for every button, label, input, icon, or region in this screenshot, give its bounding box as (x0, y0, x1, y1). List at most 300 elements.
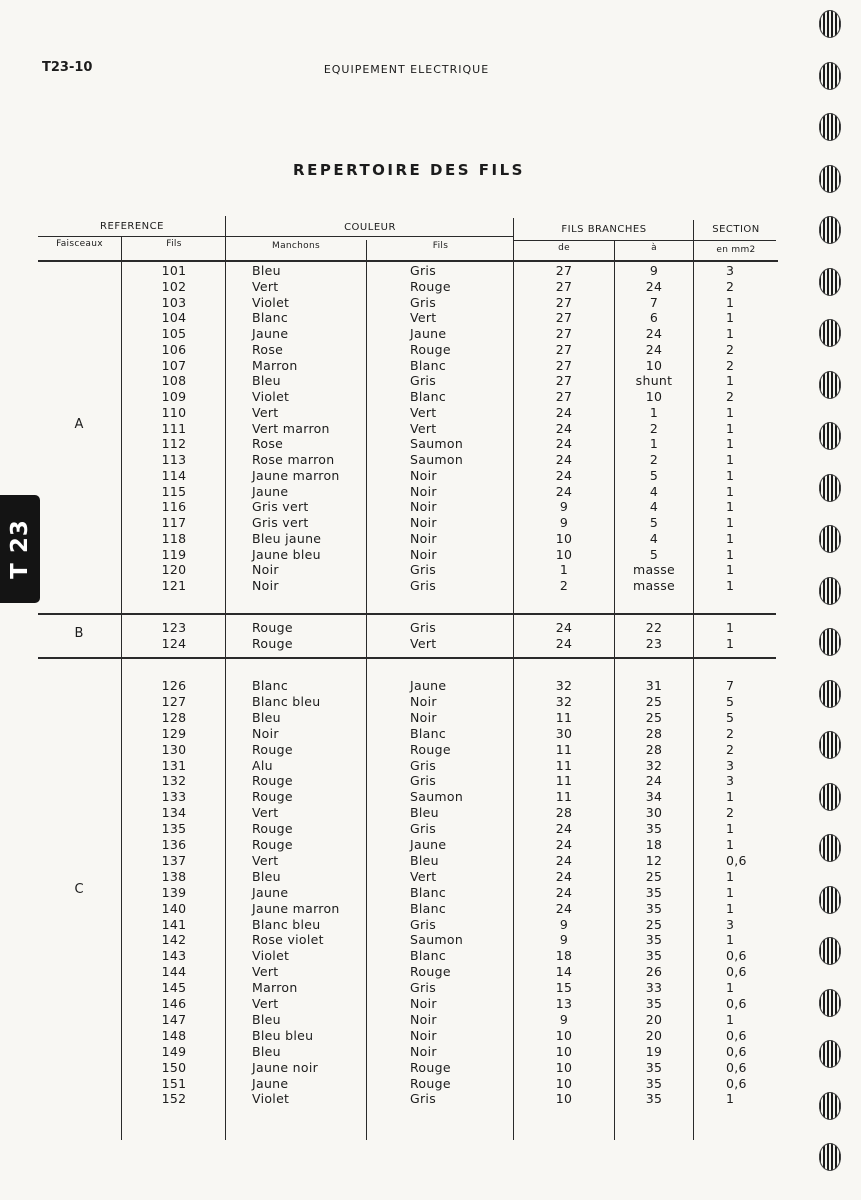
sleeve-color: Bleu (252, 709, 281, 725)
wire-number: 117 (161, 515, 187, 530)
wire-color: Noir (410, 1011, 437, 1027)
from-terminal: 1 (559, 562, 569, 578)
sleeve-color: Rouge (252, 837, 293, 852)
from-terminal: 24 (555, 420, 573, 436)
from-terminal: 24 (555, 868, 573, 884)
wire-color: Saumon (410, 932, 464, 948)
wire-color: Blanc (410, 900, 447, 916)
wire-number: 134 (161, 805, 187, 821)
wire-number: 101 (161, 263, 187, 278)
sleeve-color: Jaune (252, 483, 289, 499)
to-terminal: 24 (645, 326, 663, 341)
section-value: 1 (726, 420, 735, 436)
to-terminal: 34 (645, 789, 663, 805)
to-terminal: 35 (645, 821, 663, 837)
from-terminal: 11 (555, 773, 573, 789)
sleeve-color: Jaune marron (252, 467, 340, 483)
section-title: EQUIPEMENT ELECTRIQUE (323, 63, 490, 76)
binder-ring (819, 422, 841, 450)
section-value: 2 (726, 741, 735, 757)
wire-number: 152 (161, 1091, 187, 1107)
wire-number: 148 (161, 1027, 187, 1043)
from-terminal: 10 (555, 1059, 573, 1075)
wire-color: Blanc (410, 884, 447, 900)
binder-ring (819, 371, 841, 399)
wire-number: 146 (161, 996, 187, 1011)
from-terminal: 9 (559, 499, 569, 515)
to-terminal: 24 (645, 341, 663, 357)
from-terminal: 24 (555, 620, 573, 635)
col-header-couleur: COULEUR (344, 222, 396, 233)
from-terminal: 27 (555, 294, 573, 310)
sleeve-color: Blanc bleu (252, 693, 321, 709)
from-terminal: 11 (555, 757, 573, 773)
section-value: 1 (726, 310, 735, 326)
wire-number: 123 (161, 620, 187, 635)
wire-number: 151 (161, 1075, 187, 1091)
wire-color: Rouge (410, 741, 451, 757)
section-value: 0,6 (726, 852, 747, 868)
wire-color: Rouge (410, 278, 451, 294)
from-terminal: 27 (555, 389, 573, 404)
wire-color: Noir (410, 499, 437, 515)
to-terminal: 20 (645, 1011, 663, 1027)
from-terminal: 27 (555, 278, 573, 294)
section-value: 1 (726, 326, 735, 341)
from-terminal: 27 (555, 310, 573, 326)
from-terminal: 10 (555, 1027, 573, 1043)
from-terminal: 9 (559, 515, 569, 530)
section-tab-label: T 23 (7, 519, 33, 579)
to-terminal: 35 (645, 932, 663, 948)
col-header-a: à (651, 243, 657, 253)
wire-color: Gris (410, 757, 437, 773)
sleeve-color: Jaune bleu (252, 546, 321, 562)
wire-number: 124 (161, 636, 187, 651)
from-terminal: 28 (555, 805, 573, 821)
section-value: 3 (726, 757, 735, 773)
sleeve-color: Noir (252, 578, 279, 593)
wire-number: 110 (161, 404, 187, 420)
group-label-b: B (74, 626, 84, 641)
to-terminal: 30 (645, 805, 663, 821)
from-terminal: 2 (559, 578, 569, 593)
wire-number: 130 (161, 741, 187, 757)
to-terminal: 25 (645, 709, 663, 725)
section-value: 1 (726, 515, 735, 530)
wire-number: 102 (161, 278, 187, 294)
from-terminal: 10 (555, 1091, 573, 1107)
sleeve-color: Alu (252, 757, 273, 773)
from-terminal: 10 (555, 1075, 573, 1091)
from-terminal: 9 (559, 932, 569, 948)
wire-color: Noir (410, 709, 437, 725)
from-terminal: 24 (555, 900, 573, 916)
binder-ring (819, 10, 841, 38)
section-value: 0,6 (726, 1043, 747, 1059)
sleeve-color: Rouge (252, 636, 293, 651)
wire-number: 121 (161, 578, 187, 593)
to-terminal: 2 (649, 452, 659, 467)
to-terminal: 35 (645, 1059, 663, 1075)
to-terminal: 28 (645, 741, 663, 757)
binder-ring (819, 165, 841, 193)
wire-number: 106 (161, 341, 187, 357)
binder-ring (819, 731, 841, 759)
from-terminal: 24 (555, 436, 573, 452)
wire-color: Gris (410, 1091, 437, 1107)
from-terminal: 24 (555, 404, 573, 420)
wire-color: Gris (410, 373, 437, 389)
from-terminal: 32 (555, 693, 573, 709)
section-value: 1 (726, 980, 735, 996)
from-terminal: 24 (555, 467, 573, 483)
wire-number: 128 (161, 709, 187, 725)
wire-color: Noir (410, 546, 437, 562)
section-value: 1 (726, 294, 735, 310)
to-terminal: 6 (649, 310, 659, 326)
wire-color: Noir (410, 483, 437, 499)
wire-number: 132 (161, 773, 187, 789)
binder-ring (819, 628, 841, 656)
section-value: 1 (726, 884, 735, 900)
sleeve-color: Bleu (252, 1011, 281, 1027)
to-terminal: 24 (645, 773, 663, 789)
binder-ring (819, 886, 841, 914)
col-header-en-mm2: en mm2 (716, 245, 756, 255)
wire-number: 108 (161, 373, 187, 389)
wire-color: Noir (410, 693, 437, 709)
wire-color: Vert (410, 868, 437, 884)
binder-ring (819, 525, 841, 553)
to-terminal: 7 (649, 294, 659, 310)
wire-color: Gris (410, 916, 437, 932)
to-terminal: 4 (649, 530, 659, 546)
wire-color: Bleu (410, 852, 439, 868)
section-value: 1 (726, 900, 735, 916)
sleeve-color: Rouge (252, 741, 293, 757)
section-value: 2 (726, 725, 735, 741)
wire-number: 109 (161, 389, 187, 404)
wire-number: 129 (161, 725, 187, 741)
section-value: 1 (726, 578, 735, 593)
section-tab (0, 495, 40, 603)
binder-rings (815, 0, 845, 1200)
wire-color: Gris (410, 773, 437, 789)
binder-ring (819, 1040, 841, 1068)
wire-number: 119 (161, 546, 187, 562)
from-terminal: 24 (555, 821, 573, 837)
sleeve-color: Violet (252, 948, 290, 964)
from-terminal: 15 (555, 980, 573, 996)
wire-color: Rouge (410, 341, 451, 357)
from-terminal: 27 (555, 263, 573, 278)
section-value: 3 (726, 773, 735, 789)
wire-number: 144 (161, 964, 187, 980)
to-terminal: 1 (649, 436, 659, 452)
section-value: 1 (726, 452, 735, 467)
to-terminal: 10 (645, 357, 663, 373)
sleeve-color: Marron (252, 357, 298, 373)
from-terminal: 27 (555, 357, 573, 373)
sleeve-color: Bleu (252, 263, 281, 278)
sleeve-color: Gris vert (252, 515, 309, 530)
section-value: 2 (726, 805, 735, 821)
sleeve-color: Vert (252, 805, 279, 821)
section-value: 2 (726, 278, 735, 294)
wire-number: 103 (161, 294, 187, 310)
group-a-bottom-rule (38, 613, 776, 615)
to-terminal: 18 (645, 837, 663, 852)
sleeve-color: Rouge (252, 620, 293, 635)
sleeve-color: Rouge (252, 773, 293, 789)
from-terminal: 24 (555, 483, 573, 499)
wire-color: Vert (410, 636, 437, 651)
wire-color: Gris (410, 294, 437, 310)
binder-ring (819, 834, 841, 862)
section-value: 1 (726, 546, 735, 562)
section-value: 1 (726, 499, 735, 515)
from-terminal: 24 (555, 852, 573, 868)
from-terminal: 11 (555, 789, 573, 805)
col-header-faisceaux: Faisceaux (56, 239, 103, 249)
to-terminal: 35 (645, 900, 663, 916)
sleeve-color: Rouge (252, 789, 293, 805)
to-terminal: 1 (649, 404, 659, 420)
group-label-c: C (74, 882, 84, 897)
section-value: 1 (726, 789, 735, 805)
header-rule-fils (514, 240, 694, 241)
col-rule-fils-color (366, 240, 367, 1140)
wire-color: Blanc (410, 725, 447, 741)
wire-color: Blanc (410, 948, 447, 964)
binder-ring (819, 319, 841, 347)
binder-ring (819, 62, 841, 90)
wire-number: 139 (161, 884, 187, 900)
to-terminal: 23 (645, 636, 663, 651)
from-terminal: 30 (555, 725, 573, 741)
sleeve-color: Violet (252, 1091, 290, 1107)
wire-color: Noir (410, 996, 437, 1011)
wire-color: Jaune (410, 326, 447, 341)
sleeve-color: Rose (252, 341, 284, 357)
binder-ring (819, 216, 841, 244)
sleeve-color: Jaune noir (252, 1059, 319, 1075)
binder-ring (819, 474, 841, 502)
wire-number: 126 (161, 678, 187, 693)
wire-color: Noir (410, 1027, 437, 1043)
section-value: 0,6 (726, 1027, 747, 1043)
wire-number: 112 (161, 436, 187, 452)
to-terminal: masse (632, 578, 676, 593)
binder-ring (819, 680, 841, 708)
wire-number: 149 (161, 1043, 187, 1059)
section-value: 1 (726, 1091, 735, 1107)
to-terminal: 25 (645, 916, 663, 932)
wire-color: Vert (410, 420, 437, 436)
sleeve-color: Vert (252, 404, 279, 420)
wire-number: 136 (161, 837, 187, 852)
wire-number: 135 (161, 821, 187, 837)
to-terminal: shunt (635, 373, 673, 389)
from-terminal: 14 (555, 964, 573, 980)
wire-number: 150 (161, 1059, 187, 1075)
sleeve-color: Rouge (252, 821, 293, 837)
page-title: REPERTOIRE DES FILS (293, 161, 525, 179)
wire-number: 111 (161, 420, 187, 436)
section-value: 1 (726, 436, 735, 452)
section-value: 1 (726, 821, 735, 837)
to-terminal: 12 (645, 852, 663, 868)
sleeve-color: Blanc bleu (252, 916, 321, 932)
col-header-fils-color: Fils (432, 241, 449, 251)
sleeve-color: Vert (252, 278, 279, 294)
wire-number: 104 (161, 310, 187, 326)
section-value: 1 (726, 837, 735, 852)
sleeve-color: Rose marron (252, 452, 335, 467)
wire-number: 143 (161, 948, 187, 964)
wire-number: 145 (161, 980, 187, 996)
wire-color: Rouge (410, 1075, 451, 1091)
wire-number: 115 (161, 483, 187, 499)
sleeve-color: Jaune (252, 1075, 289, 1091)
wire-color: Noir (410, 1043, 437, 1059)
wire-number: 133 (161, 789, 187, 805)
to-terminal: 5 (649, 546, 659, 562)
wire-number: 140 (161, 900, 187, 916)
section-value: 1 (726, 373, 735, 389)
wire-number: 142 (161, 932, 187, 948)
binder-ring (819, 783, 841, 811)
sleeve-color: Vert (252, 996, 279, 1011)
col-header-reference: REFERENCE (100, 221, 164, 232)
from-terminal: 32 (555, 678, 573, 693)
section-value: 5 (726, 709, 735, 725)
section-value: 1 (726, 1011, 735, 1027)
to-terminal: 4 (649, 499, 659, 515)
to-terminal: 10 (645, 389, 663, 404)
sleeve-color: Jaune (252, 884, 289, 900)
header-bottom-rule (38, 260, 778, 262)
sleeve-color: Vert (252, 852, 279, 868)
to-terminal: 25 (645, 693, 663, 709)
to-terminal: 25 (645, 868, 663, 884)
to-terminal: 9 (649, 263, 659, 278)
sleeve-color: Rose (252, 436, 284, 452)
group-label-a: A (74, 417, 84, 432)
from-terminal: 24 (555, 636, 573, 651)
wire-color: Rouge (410, 1059, 451, 1075)
wire-color: Noir (410, 515, 437, 530)
section-value: 1 (726, 636, 735, 651)
wire-color: Vert (410, 404, 437, 420)
section-value: 0,6 (726, 1075, 747, 1091)
section-value: 2 (726, 341, 735, 357)
from-terminal: 18 (555, 948, 573, 964)
wire-color: Gris (410, 980, 437, 996)
to-terminal: 33 (645, 980, 663, 996)
to-terminal: 2 (649, 420, 659, 436)
wire-color: Rouge (410, 964, 451, 980)
wire-number: 137 (161, 852, 187, 868)
wire-color: Blanc (410, 389, 447, 404)
to-terminal: 22 (645, 620, 663, 635)
sleeve-color: Marron (252, 980, 298, 996)
header-top-rule (38, 236, 226, 237)
section-value: 5 (726, 693, 735, 709)
sleeve-color: Bleu (252, 868, 281, 884)
binder-ring (819, 113, 841, 141)
binder-ring (819, 989, 841, 1017)
wire-color: Gris (410, 620, 437, 635)
section-value: 1 (726, 868, 735, 884)
page-code: T23-10 (42, 60, 93, 75)
section-value: 7 (726, 678, 735, 693)
section-value: 2 (726, 357, 735, 373)
sleeve-color: Blanc (252, 678, 289, 693)
wire-number: 141 (161, 916, 187, 932)
sleeve-color: Rose violet (252, 932, 324, 948)
wire-number: 118 (161, 530, 187, 546)
sleeve-color: Noir (252, 725, 279, 741)
wire-number: 120 (161, 562, 187, 578)
from-terminal: 9 (559, 916, 569, 932)
binder-ring (819, 1092, 841, 1120)
wire-number: 107 (161, 357, 187, 373)
from-terminal: 27 (555, 373, 573, 389)
wire-color: Vert (410, 310, 437, 326)
wire-color: Saumon (410, 789, 464, 805)
section-value: 3 (726, 916, 735, 932)
to-terminal: 19 (645, 1043, 663, 1059)
to-terminal: 35 (645, 948, 663, 964)
to-terminal: 35 (645, 996, 663, 1011)
from-terminal: 13 (555, 996, 573, 1011)
from-terminal: 10 (555, 530, 573, 546)
wire-number: 116 (161, 499, 187, 515)
to-terminal: 35 (645, 1075, 663, 1091)
sleeve-color: Noir (252, 562, 279, 578)
group-b-bottom-rule (38, 657, 776, 659)
from-terminal: 24 (555, 452, 573, 467)
to-terminal: masse (632, 562, 676, 578)
to-terminal: 5 (649, 467, 659, 483)
wire-color: Jaune (410, 837, 447, 852)
wire-color: Gris (410, 821, 437, 837)
wire-number: 131 (161, 757, 187, 773)
from-terminal: 27 (555, 341, 573, 357)
sleeve-color: Jaune marron (252, 900, 340, 916)
wire-number: 113 (161, 452, 187, 467)
from-terminal: 24 (555, 837, 573, 852)
binder-ring (819, 937, 841, 965)
wire-number: 114 (161, 467, 187, 483)
wire-color: Gris (410, 578, 437, 593)
to-terminal: 35 (645, 1091, 663, 1107)
wire-number: 105 (161, 326, 187, 341)
from-terminal: 10 (555, 546, 573, 562)
sleeve-color: Bleu (252, 1043, 281, 1059)
to-terminal: 4 (649, 483, 659, 499)
wire-color: Saumon (410, 452, 464, 467)
from-terminal: 10 (555, 1043, 573, 1059)
sleeve-color: Bleu bleu (252, 1027, 314, 1043)
from-terminal: 24 (555, 884, 573, 900)
from-terminal: 27 (555, 326, 573, 341)
sleeve-color: Vert marron (252, 420, 330, 436)
sleeve-color: Vert (252, 964, 279, 980)
wire-color: Noir (410, 530, 437, 546)
